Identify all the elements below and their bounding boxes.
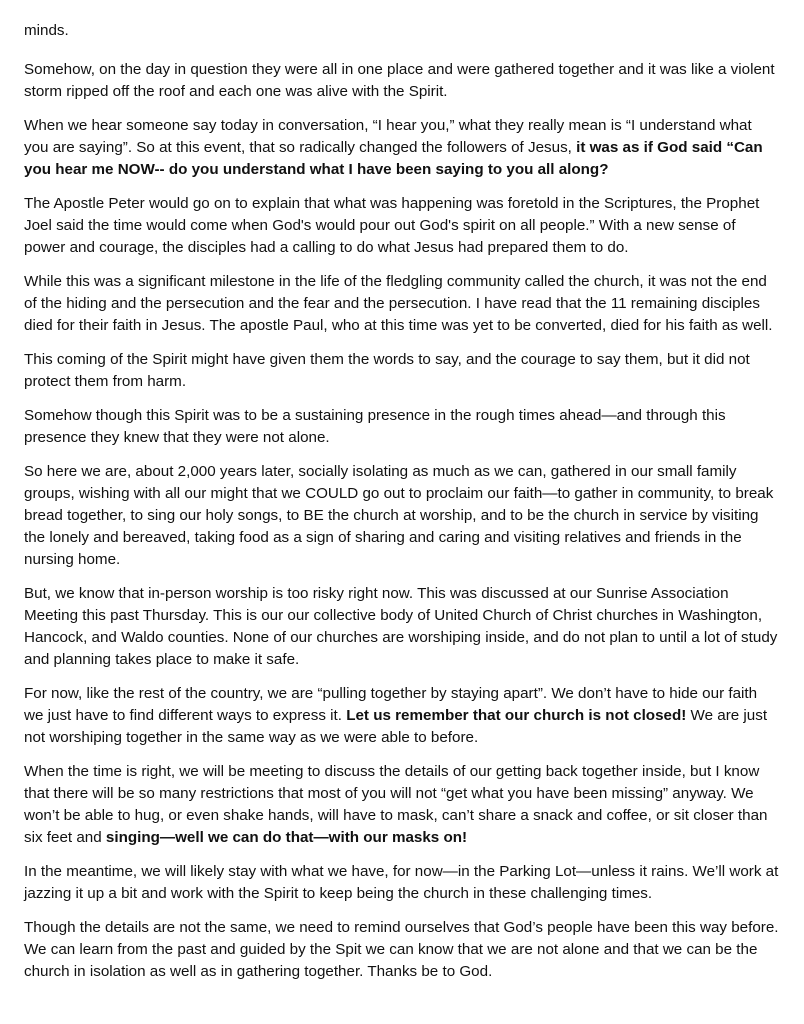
bold-text-run: Let us remember that our church is not closed! xyxy=(346,707,687,724)
document-page xyxy=(24,20,780,995)
paragraph xyxy=(24,917,780,983)
text-run: This coming of the Spirit might have given them the words to say, and the courage to say them, but it did not protect them from harm. xyxy=(24,351,750,390)
paragraph xyxy=(24,59,780,103)
text-run: For now, like the rest of the country, we are “pulling together by staying apart”. We don’t have to hide our faith we just have to find different ways to express it. xyxy=(24,685,758,724)
paragraph xyxy=(24,761,780,849)
paragraph xyxy=(24,861,780,905)
text-run: In the meantime, we will likely stay with what we have, for now—in the Parking Lot—unless it rains. We’ll work at jazzing it up a bit and work with the Spirit to keep being the church in these challenging times. xyxy=(24,863,779,902)
text-run: While this was a significant milestone in the life of the fledgling community called the church, it was not the end of the hiding and the persecution and the fear and the persecution. I have read that the 11 remaining disciples died for their faith in Jesus. The apostle Paul, who at this time was yet to be converted, died for his faith as well. xyxy=(24,273,773,334)
paragraph xyxy=(24,683,780,749)
text-run: The Apostle Peter would go on to explain that what was happening was foretold in the Scriptures, the Prophet Joel said the time would come when God's would pour out God's spirit on all people.” With a new sense of power and courage, the disciples had a calling to do what Jesus had prepared them to do. xyxy=(24,195,760,256)
paragraph xyxy=(24,461,780,571)
text-run: So here we are, about 2,000 years later, socially isolating as much as we can, gathered in our small family groups, wishing with all our might that we COULD go out to proclaim our faith—to gather in community, to break bread together, to sing our holy songs, to BE the church at worship, and to be the church in service by visiting the lonely and bereaved, taking food as a sign of sharing and caring and visiting relatives and friends in the nursing home. xyxy=(24,463,774,568)
paragraph xyxy=(24,271,780,337)
paragraph xyxy=(24,583,780,671)
paragraph xyxy=(24,405,780,449)
text-run: When we hear someone say today in conversation, “I hear you,” what they really mean is “I understand what you are saying”. So at this event, that so radically changed the followers of Jesus, xyxy=(24,117,752,156)
paragraph xyxy=(24,115,780,181)
text-run: Somehow though this Spirit was to be a sustaining presence in the rough times ahead—and through this presence they knew that they were not alone. xyxy=(24,407,726,446)
bold-text-run: singing—well we can do that—with our masks on! xyxy=(105,829,468,846)
text-run: We are just not worshiping together in the same way as we were able to before. xyxy=(24,707,768,746)
bold-text-run: it was as if God said “Can you hear me NOW-- do you understand what I have been saying to you all along? xyxy=(24,139,763,178)
text-run: When the time is right, we will be meeting to discuss the details of our getting back together inside, but I know that there will be so many restrictions that most of you will not “get what you have been missing” anyway. We won’t be able to hug, or even shake hands, will have to mask, can’t share a snack and coffee, or sit closer than six feet and xyxy=(24,763,768,846)
paragraph xyxy=(24,349,780,393)
text-run: But, we know that in-person worship is too risky right now. This was discussed at our Sunrise Association Meeting this past Thursday. This is our our collective body of United Church of Christ churches in Washington, Hancock, and Waldo counties. None of our churches are worshiping inside, and do not plan to until a lot of study and planning takes place to make it safe. xyxy=(24,585,778,668)
text-run: minds. xyxy=(24,22,69,39)
text-run: Though the details are not the same, we need to remind ourselves that God’s people have been this way before. We can learn from the past and guided by the Spit we can know that we are not alone and that we can be the church in isolation as well as in gathering together. Thanks be to God. xyxy=(24,919,779,980)
paragraph xyxy=(24,20,780,42)
paragraph xyxy=(24,193,780,259)
text-run: Somehow, on the day in question they were all in one place and were gathered together and it was like a violent storm ripped off the roof and each one was alive with the Spirit. xyxy=(24,61,775,100)
